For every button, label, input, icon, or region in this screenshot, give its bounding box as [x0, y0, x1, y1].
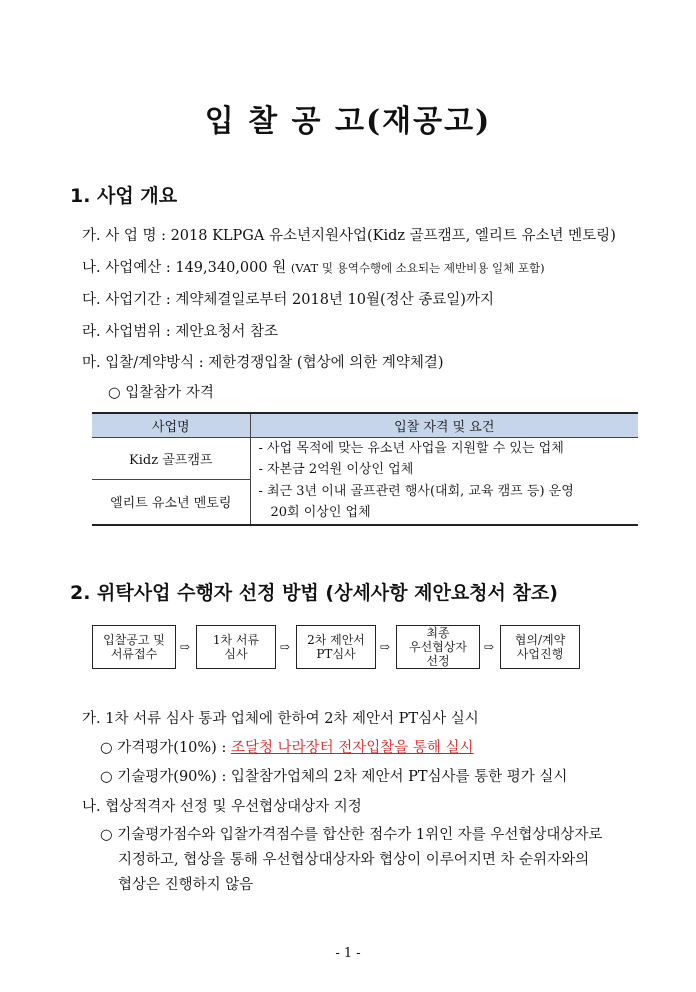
budget-note: (VAT 및 용역수행에 소요되는 제반비용 일체 포함)	[290, 261, 545, 275]
table-header-requirements: 입찰 자격 및 요건	[250, 413, 638, 437]
table-row	[92, 437, 638, 480]
overview-item-period: 다. 사업기간 : 계약체결일로부터 2018년 10월(정산 종료일)까지	[82, 292, 494, 308]
requirement-line: - 사업 목적에 맞는 유소년 사업을 지원할 수 있는 업체	[258, 440, 564, 456]
flow-arrow-icon: ⇨	[280, 640, 291, 654]
flow-step-text: 선정	[426, 654, 450, 668]
negotiation-text-line: 지정하고, 협상을 통해 우선협상대상자와 협상이 이루어지면 차 순위자와의	[118, 852, 590, 868]
section-1-heading: 1. 사업 개요	[70, 185, 178, 207]
qualification-label: ○ 입찰참가 자격	[108, 385, 214, 401]
flow-step-final-selection	[396, 625, 480, 669]
flow-step-text: PT심사	[316, 647, 356, 661]
flow-step-pt-review	[296, 625, 376, 669]
flow-step-contract	[500, 625, 580, 669]
requirement-line: - 자본금 2억원 이상인 업체	[258, 461, 414, 477]
negotiation-text-line: ○ 기술평가점수와 입찰가격점수를 합산한 점수가 1위인 자를 우선협상대상자로	[100, 827, 603, 843]
selection-item-na: 나. 협상적격자 선정 및 우선협상대상자 지정	[82, 799, 362, 815]
price-evaluation	[100, 736, 474, 757]
table-row	[92, 480, 638, 525]
table-header-project: 사업명	[92, 413, 250, 437]
project-name-elite: 엘리트 유소년 멘토링	[92, 480, 250, 525]
flow-arrow-icon: ⇨	[484, 640, 495, 654]
flow-step-text: 1차 서류	[212, 633, 260, 647]
qualification-table	[92, 412, 638, 526]
negotiation-text-line: 협상은 진행하지 않음	[118, 877, 254, 893]
flow-arrow-icon: ⇨	[180, 640, 191, 654]
document-title: 입 찰 공 고(재공고)	[204, 104, 492, 139]
tech-evaluation: ○ 기술평가(90%) : 입찰참가업체의 2차 제안서 PT심사를 통한 평가 실시	[100, 769, 568, 785]
overview-item-budget	[82, 256, 545, 277]
price-evaluation-label: ○ 가격평가(10%) :	[100, 740, 231, 756]
requirement-line: 20회 이상인 업체	[270, 504, 371, 520]
overview-item-scope: 라. 사업범위 : 제안요청서 참조	[82, 324, 279, 340]
requirement-cell	[250, 437, 638, 480]
flow-step-text: 최종	[426, 626, 450, 640]
page-number: - 1 -	[335, 946, 361, 961]
section-2-heading: 2. 위탁사업 수행자 선정 방법 (상세사항 제안요청서 참조)	[70, 582, 558, 604]
overview-item-name: 가. 사 업 명 : 2018 KLPGA 유소년지원사업(Kidz 골프캠프, 엘리트 유소년 멘토링)	[82, 228, 616, 244]
flow-step-text: 입찰공고 및	[103, 633, 165, 647]
flow-step-announcement	[92, 625, 176, 669]
flow-step-document-review	[196, 625, 276, 669]
flow-step-text: 협의/계약	[514, 633, 566, 647]
budget-label: 나. 사업예산 : 149,340,000 원	[82, 260, 287, 276]
price-evaluation-note: 조달청 나라장터 전자입찰을 통해 실시	[230, 740, 474, 756]
flow-step-text: 2차 제안서	[307, 633, 365, 647]
requirement-line: - 최근 3년 이내 골프관련 행사(대회, 교육 캠프 등) 운영	[258, 483, 574, 499]
selection-item-ga: 가. 1차 서류 심사 통과 업체에 한하여 2차 제안서 PT심사 실시	[82, 711, 479, 727]
flow-step-text: 서류접수	[110, 647, 158, 661]
flow-arrow-icon: ⇨	[380, 640, 391, 654]
overview-item-method: 마. 입찰/계약방식 : 제한경쟁입찰 (협상에 의한 계약체결)	[82, 355, 444, 371]
flow-step-text: 사업진행	[516, 647, 564, 661]
flow-step-text: 심사	[224, 647, 248, 661]
project-name-kidz: Kidz 골프캠프	[92, 437, 250, 480]
requirement-cell	[250, 480, 638, 525]
flow-step-text: 우선협상자	[409, 640, 467, 654]
